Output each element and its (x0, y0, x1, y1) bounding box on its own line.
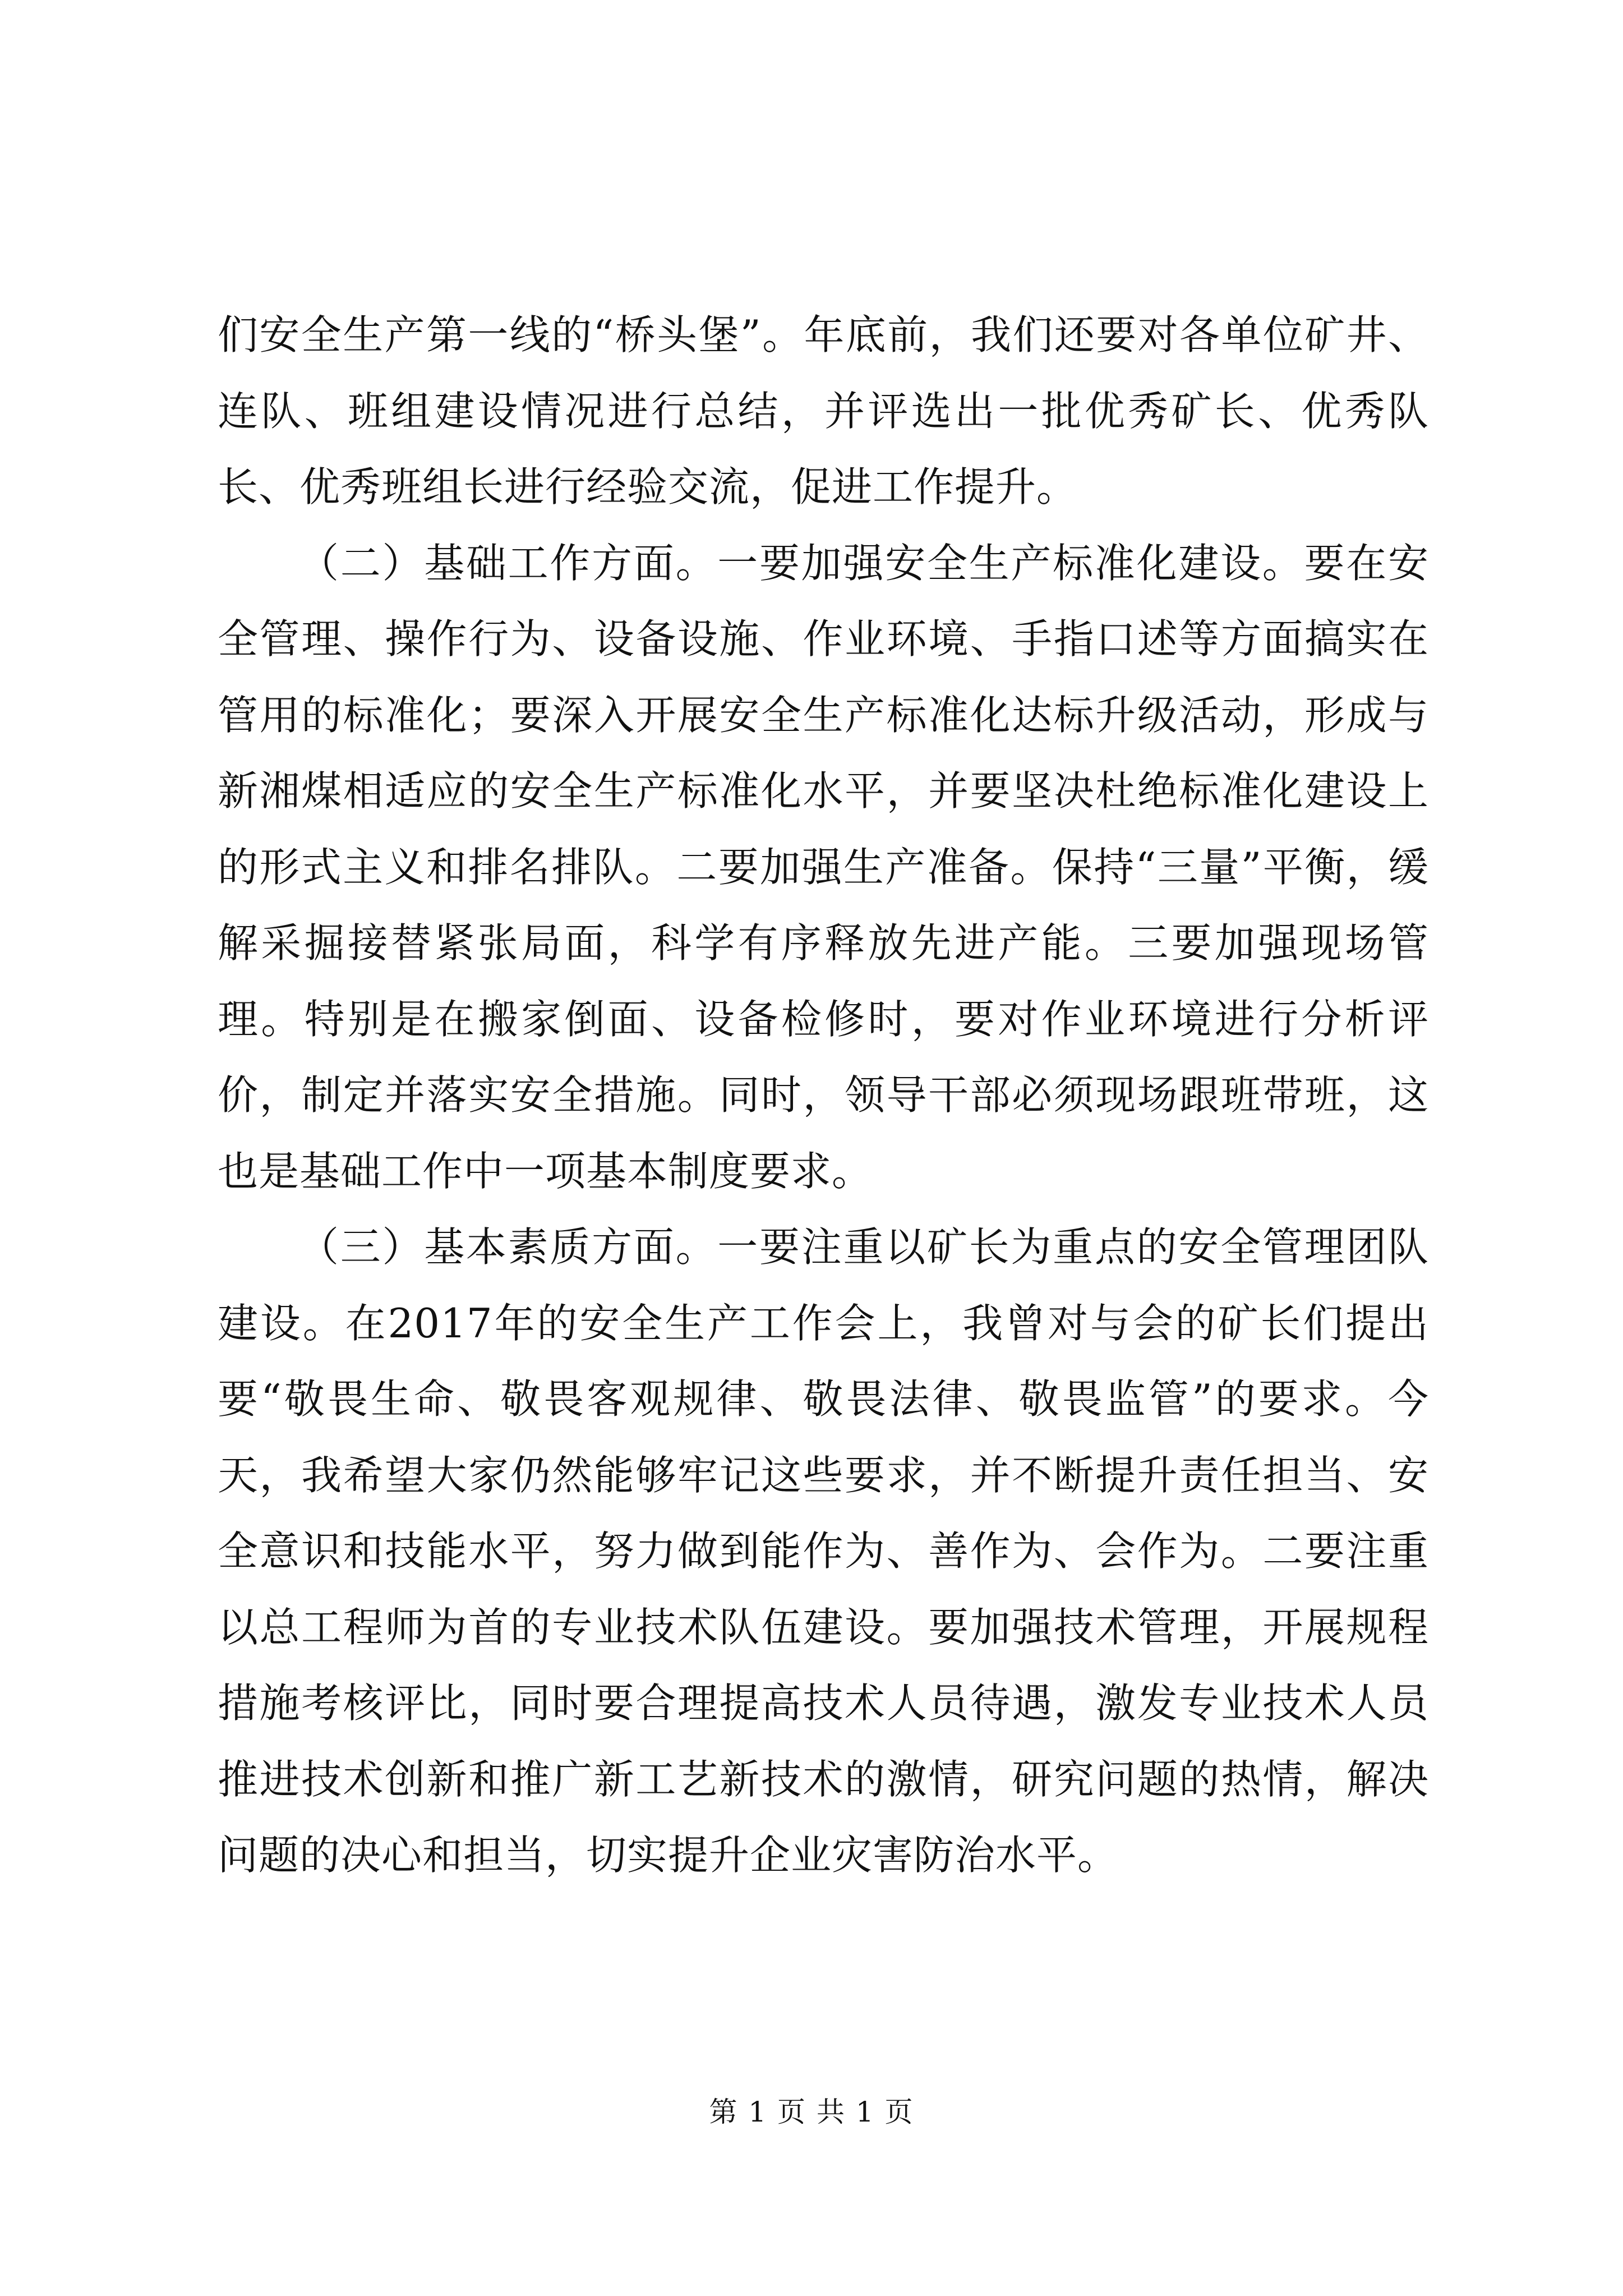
paragraph-basic-quality: （三）基本素质方面。一要注重以矿长为重点的安全管理团队建设。在2017年的安全生产工作会上，我曾对与会的矿长们提出要“敬畏生命、敬畏客观规律、敬畏法律、敬畏监管”的要求。今天，我希望大家仍然能够牢记这些要求，并不断提升责任担当、安全意识和技能水平，努力做到能作为、善作为、会作为。二要注重以总工程师为首的专业技术队伍建设。要加强技术管理，开展规程措施考核评比，同时要合理提高技术人员待遇，激发专业技术人员推进技术创新和推广新工艺新技术的激情，研究问题的热情，解决问题的决心和担当，切实提升企业灾害防治水平。 (218, 1223, 1429, 1879)
page-footer: 第 1 页 共 1 页 (709, 2096, 914, 2128)
document-body (218, 297, 1429, 1894)
paragraph-basic-work: （二）基础工作方面。一要加强安全生产标准化建设。要在安全管理、操作行为、设备设施、作业环境、手指口述等方面搞实在管用的标准化；要深入开展安全生产标准化达标升级活动，形成与新湘煤相适应的安全生产标准化水平，并要坚决杜绝标准化建设上的形式主义和排名排队。二要加强生产准备。保持“三量”平衡，缓解采掘接替紧张局面，科学有序释放先进产能。三要加强现场管理。特别是在搬家倒面、设备检修时，要对作业环境进行分析评价，制定并落实安全措施。同时，领导干部必须现场跟班带班，这也是基础工作中一项基本制度要求。 (218, 539, 1429, 1195)
paragraph-continuation: 们安全生产第一线的“桥头堡”。年底前，我们还要对各单位矿井、连队、班组建设情况进行总结，并评选出一批优秀矿长、优秀队长、优秀班组长进行经验交流，促进工作提升。 (218, 311, 1429, 510)
